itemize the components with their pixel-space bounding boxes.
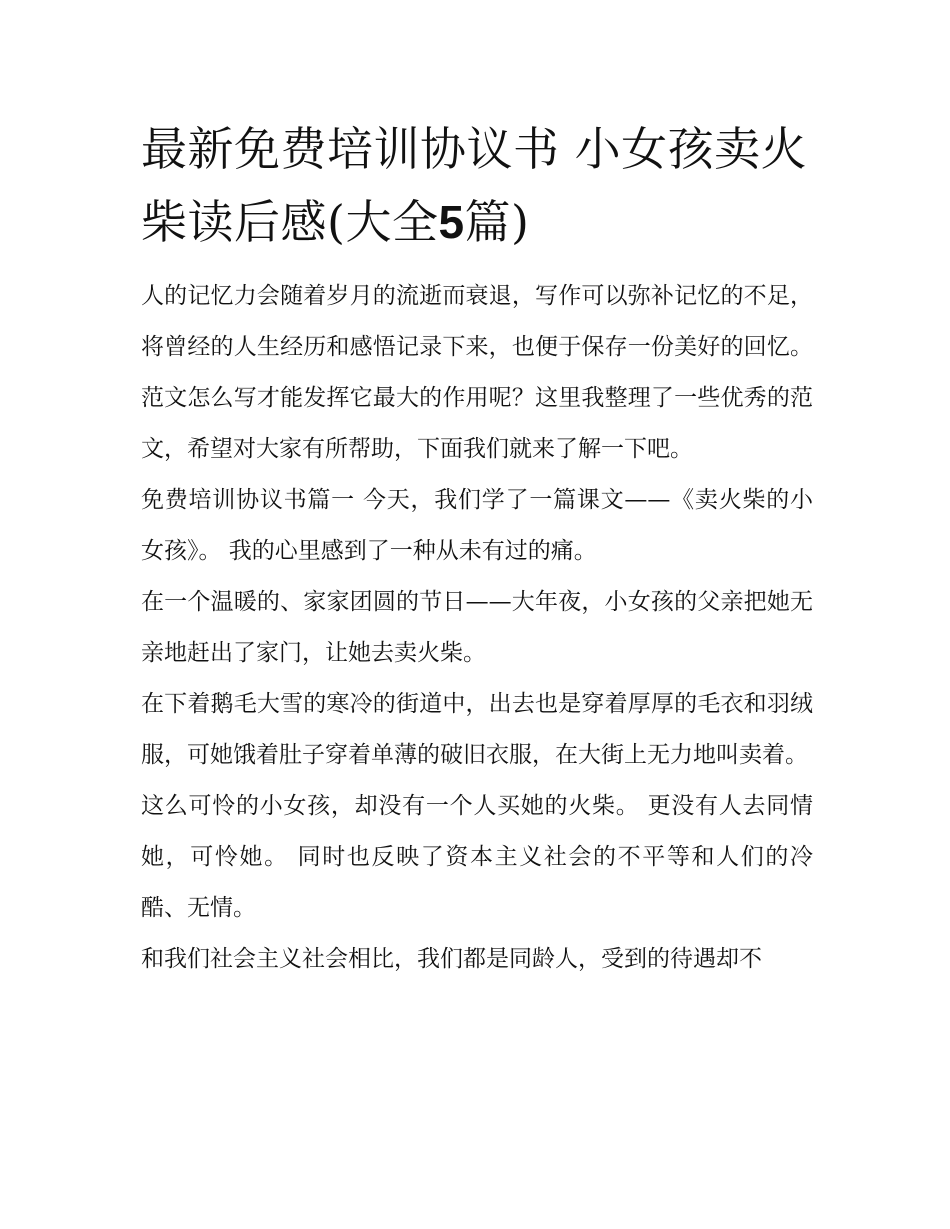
document-title xyxy=(141,113,813,259)
paragraph-comparison: 和我们社会主义社会相比，我们都是同龄人，受到的待遇却不 xyxy=(141,946,762,972)
paragraph-no-buyers: 这么可怜的小女孩，却没有一个人买她的火柴。 更没有人去同情她，可怜她。 同时也反映了资本主义社会的不平等和人们的冷酷、无情。 xyxy=(141,793,813,921)
paragraph-chapter-one: 免费培训协议书篇一 今天，我们学了一篇课文——《卖火柴的小女孩》。 我的心里感到了一种从未有过的痛。 xyxy=(141,487,813,564)
title-text: 最新免费培训协议书 小女孩卖火柴读后感(大全 xyxy=(141,122,808,249)
paragraph-intro: 人的记忆力会随着岁月的流逝而衰退，写作可以弥补记忆的不足，将曾经的人生经历和感悟记录下来，也便于保存一份美好的回忆。范文怎么写才能发挥它最大的作用呢？这里我整理了一些优秀的范文，希望对大家有所帮助，下面我们就来了解一下吧。 xyxy=(141,283,813,462)
document-body xyxy=(141,113,813,985)
title-number: 5 xyxy=(438,196,465,248)
paragraph-snowy-street: 在下着鹅毛大雪的寒冷的街道中，出去也是穿着厚厚的毛衣和羽绒服，可她饿着肚子穿着单薄的破旧衣服，在大街上无力地叫卖着。 xyxy=(141,691,813,768)
paragraph-new-year-eve: 在一个温暖的、家家团圆的节日——大年夜，小女孩的父亲把她无亲地赶出了家门，让她去卖火柴。 xyxy=(141,589,813,666)
title-suffix: 篇) xyxy=(464,195,530,249)
